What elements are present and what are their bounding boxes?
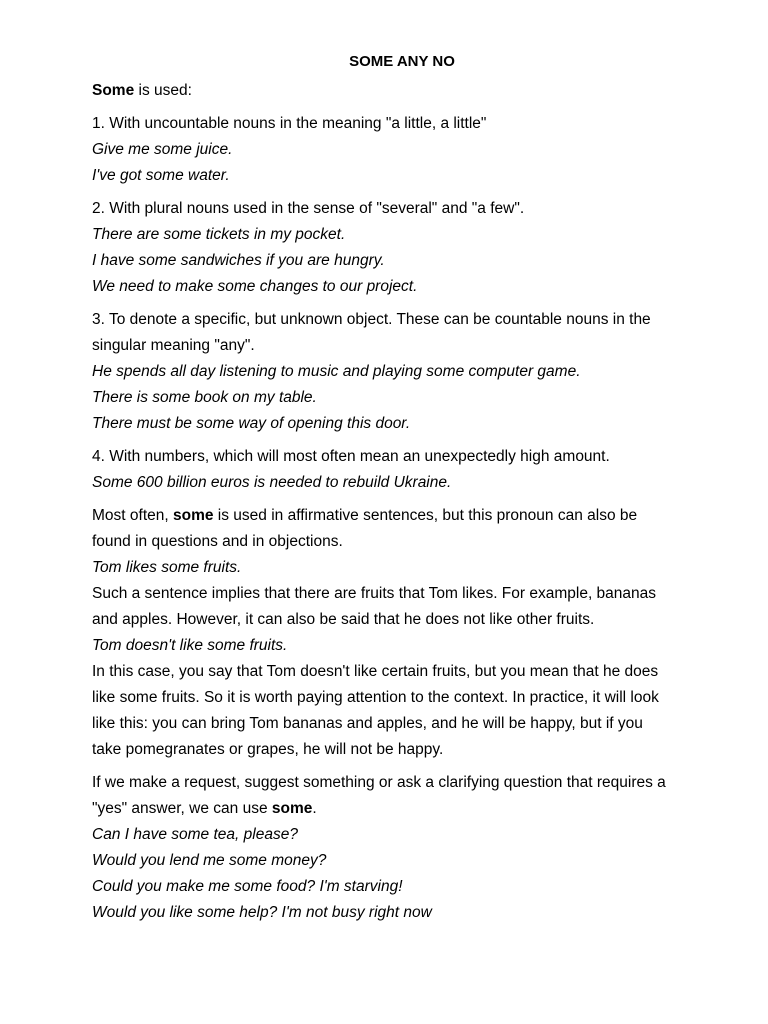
intro-paragraph [92,78,712,104]
explanation-line: like this: you can bring Tom bananas and apples, and he will be happy, but if you [92,715,643,732]
bold-keyword: some [172,507,214,524]
example-line: Can I have some tea, please? [92,826,298,843]
section-6-line-1: If we make a request, suggest something or ask a clarifying question that requires a [92,774,666,791]
section-3-heading-line-2: singular meaning "any". [92,337,255,354]
section-3 [92,307,712,437]
example-line: Give me some juice. [92,141,233,158]
section-4 [92,444,712,496]
text-span: is used in affirmative sentences, but this pronoun can also be [213,507,638,524]
example-line: Some 600 billion euros is needed to rebuild Ukraine. [92,474,452,491]
page-title: SOME ANY NO [349,53,455,70]
section-2 [92,196,712,300]
section-1 [92,111,712,189]
explanation-line: take pomegranates or grapes, he will not be happy. [92,741,444,758]
example-line: Tom doesn't like some fruits. [92,637,288,654]
example-line: Would you like some help? I'm not busy right now [92,904,432,921]
section-1-heading: 1. With uncountable nouns in the meaning "a little, a little" [92,115,487,132]
text-span: Most often, [92,507,173,524]
explanation-line: and apples. However, it can also be said that he does not like other fruits. [92,611,595,628]
intro-bold: Some [92,82,135,99]
section-5-line-1 [92,503,712,529]
example-line: I have some sandwiches if you are hungry. [92,252,385,269]
example-line: Would you lend me some money? [92,852,327,869]
explanation-line: Such a sentence implies that there are fruits that Tom likes. For example, bananas [92,585,657,602]
section-5-line-2: found in questions and in objections. [92,533,343,550]
example-line: There is some book on my table. [92,389,317,406]
explanation-line: like some fruits. So it is worth paying attention to the context. In practice, it will look [92,689,659,706]
example-line: Tom likes some fruits. [92,559,242,576]
text-span: . [312,800,317,817]
section-4-heading: 4. With numbers, which will most often mean an unexpectedly high amount. [92,448,610,465]
section-2-heading: 2. With plural nouns used in the sense of "several" and "a few". [92,200,525,217]
section-6-line-2 [92,796,712,822]
example-line: He spends all day listening to music and playing some computer game. [92,363,581,380]
section-6 [92,770,712,926]
intro-text: is used: [134,82,192,99]
example-line: There must be some way of opening this door. [92,415,411,432]
section-5 [92,503,712,763]
example-line: There are some tickets in my pocket. [92,226,346,243]
explanation-line: In this case, you say that Tom doesn't like certain fruits, but you mean that he does [92,663,659,680]
example-line: Could you make me some food? I'm starving! [92,878,403,895]
section-3-heading-line-1: 3. To denote a specific, but unknown object. These can be countable nouns in the [92,311,651,328]
text-span: "yes" answer, we can use [92,800,272,817]
example-line: I've got some water. [92,167,230,184]
bold-keyword: some [271,800,313,817]
example-line: We need to make some changes to our project. [92,278,418,295]
